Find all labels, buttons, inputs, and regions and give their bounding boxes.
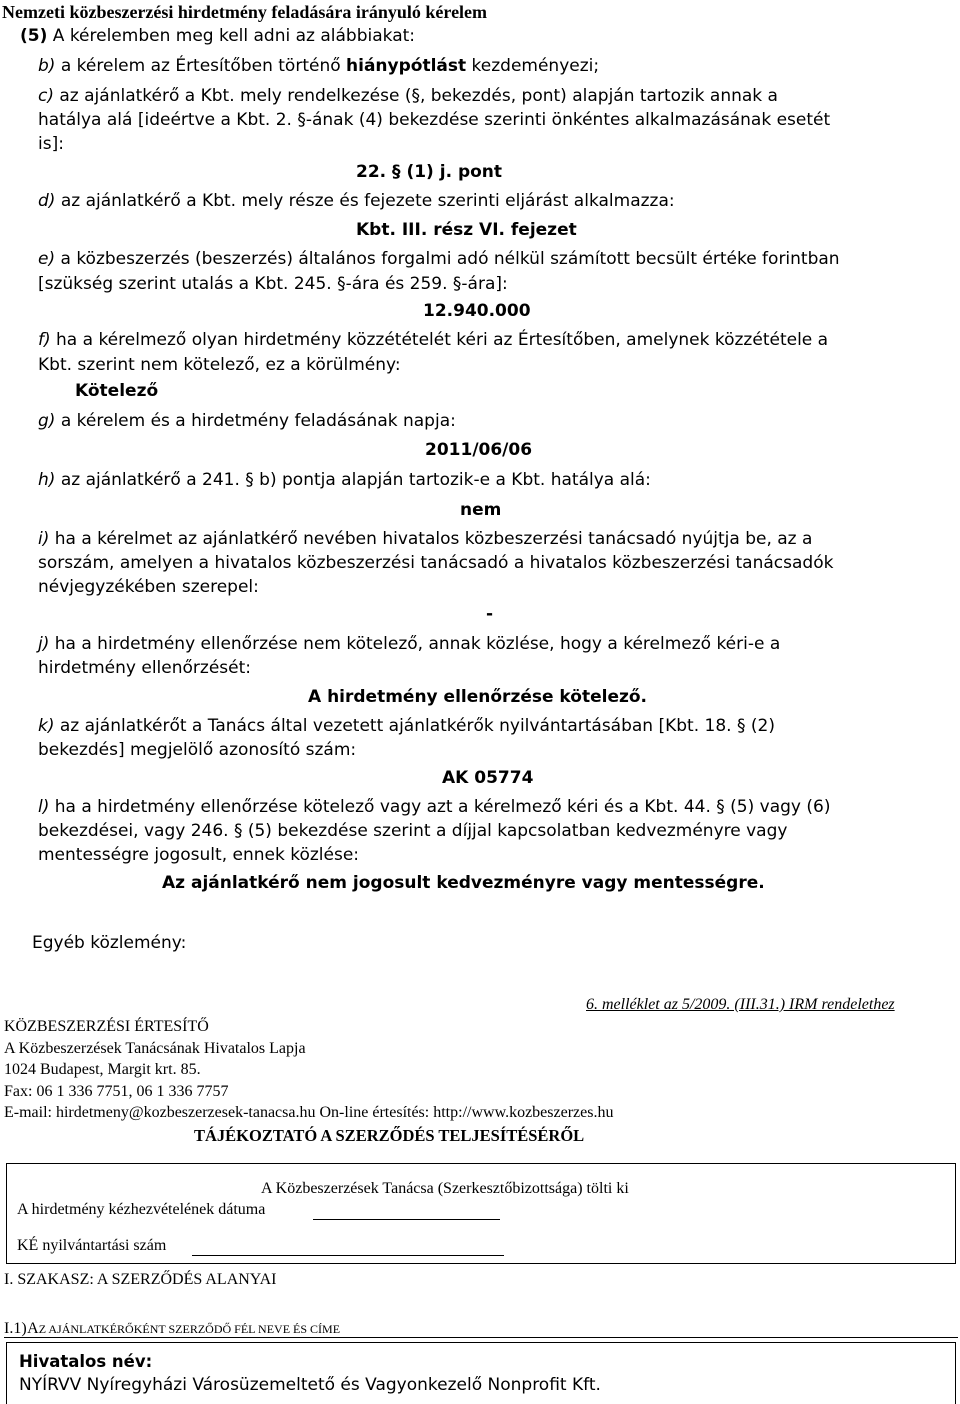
publisher-subtitle: A Közbeszerzések Tanácsának Hivatalos Lapja xyxy=(4,1040,306,1057)
page-header-title: Nemzeti közbeszerzési hirdetmény feladására irányuló kérelem xyxy=(2,2,488,22)
item-j-value: A hirdetmény ellenőrzése kötelező. xyxy=(308,687,648,707)
ke-number-field[interactable] xyxy=(192,1255,504,1256)
official-name-label: Hivatalos név: xyxy=(19,1352,153,1371)
item-d-label: d) xyxy=(38,191,56,211)
item-f-value: Kötelező xyxy=(75,381,159,401)
item-f-line1 xyxy=(38,330,828,350)
annex-text: . melléklet az 5/2009. (III.31.) IRM rendelethez xyxy=(594,996,895,1013)
editorial-box xyxy=(6,1163,956,1264)
item-l-line1 xyxy=(38,797,830,817)
item-d-value: Kbt. III. rész VI. fejezet xyxy=(356,220,577,240)
item-f-label: f) xyxy=(38,330,51,350)
other-notice-label: Egyéb közlemény: xyxy=(32,933,187,953)
item-d xyxy=(38,191,675,211)
official-name-value: NYÍRVV Nyíregyházi Városüzemeltető és Vagyonkezelő Nonprofit Kft. xyxy=(19,1375,601,1395)
item-b xyxy=(38,56,599,76)
item-f-line2: Kbt. szerint nem kötelező, ez a körülmény: xyxy=(38,355,401,375)
item-g-text: a kérelem és a hirdetmény feladásának napja: xyxy=(60,411,456,431)
item-j-text1: ha a hirdetmény ellenőrzése nem kötelező, annak közlése, hogy a kérelmező kéri-e a xyxy=(54,634,781,654)
publisher-contact: E-mail: hirdetmeny@kozbeszerzesek-tanacsa.hu On-line értesítés: http://www.kozbeszerzes.hu xyxy=(4,1104,614,1121)
item-j-line2: hirdetmény ellenőrzését: xyxy=(38,658,251,678)
item-i-line1 xyxy=(38,529,812,549)
item-b-text-pre: a kérelem az Értesítőben történő xyxy=(60,56,341,76)
item-k-label: k) xyxy=(38,716,55,736)
item-g-value: 2011/06/06 xyxy=(425,440,533,460)
item-k-line2: bekezdés] megjelölő azonosító szám: xyxy=(38,740,357,760)
subsection-initial: A xyxy=(27,1320,39,1337)
item-e-line2: [szükség szerint utalás a Kbt. 245. §-ára és 259. §-ára]: xyxy=(38,274,508,294)
annex-reference xyxy=(586,996,895,1014)
publisher-fax: Fax: 06 1 336 7751, 06 1 336 7757 xyxy=(4,1083,229,1100)
item-h xyxy=(38,470,651,490)
item-i-label: i) xyxy=(38,529,50,549)
subsection-1-1-heading xyxy=(4,1320,340,1338)
receipt-date-field[interactable] xyxy=(313,1219,500,1220)
subsection-title: Z AJÁNLATKÉRŐKÉNT SZERZŐDŐ FÉL NEVE ÉS CÍME xyxy=(38,1322,341,1336)
item-b-label: b) xyxy=(38,56,56,76)
item-d-text: az ajánlatkérő a Kbt. mely része és fejezete szerinti eljárást alkalmazza: xyxy=(60,191,675,211)
item-c-line1 xyxy=(38,86,778,106)
item-l-line2: bekezdései, vagy 246. § (5) bekezdése szerint a díjjal kapcsolatban kedvezményre vagy xyxy=(38,821,788,841)
editorial-fill-note: A Közbeszerzések Tanácsa (Szerkesztőbizottsága) tölti ki xyxy=(261,1180,629,1197)
item-f-text1: ha a kérelmező olyan hirdetmény közzétételét kéri az Értesítőben, amelynek közzététele a xyxy=(56,330,829,350)
form-title: TÁJÉKOZTATÓ A SZERZŐDÉS TELJESÍTÉSÉRŐL xyxy=(194,1126,585,1145)
item-k-value: AK 05774 xyxy=(442,768,534,788)
item-g-label: g) xyxy=(38,411,56,431)
subsection-number: I.1) xyxy=(4,1320,27,1337)
item-b-text-post: kezdeményezi; xyxy=(471,56,600,76)
ke-number-label: KÉ nyilvántartási szám xyxy=(17,1237,167,1254)
item-l-label: l) xyxy=(38,797,50,817)
item-c-text1: az ajánlatkérő a Kbt. mely rendelkezése (§, bekezdés, pont) alapján tartozik annak a xyxy=(59,86,778,106)
item-e-text1: a közbeszerzés (beszerzés) általános forgalmi adó nélkül számított becsült értéke forintban xyxy=(60,249,840,269)
annex-number: 6 xyxy=(586,996,594,1013)
item-i-line3: névjegyzékében szerepel: xyxy=(38,577,259,597)
section5-intro xyxy=(20,26,415,46)
section5-intro-text: A kérelemben meg kell adni az alábbiakat: xyxy=(52,26,416,46)
item-l-line3: mentességre jogosult, ennek közlése: xyxy=(38,845,360,865)
item-k-text1: az ajánlatkérőt a Tanács által vezetett ajánlatkérők nyilvántartásában [Kbt. 18. § (2) xyxy=(59,716,775,736)
item-h-value: nem xyxy=(460,500,502,520)
receipt-date-label: A hirdetmény kézhezvételének dátuma xyxy=(17,1201,266,1218)
item-c-label: c) xyxy=(38,86,54,106)
item-j-line1 xyxy=(38,634,780,654)
item-e-value: 12.940.000 xyxy=(423,301,531,321)
item-c-line3: is]: xyxy=(38,134,64,154)
item-h-text: az ajánlatkérő a 241. § b) pontja alapján tartozik-e a Kbt. hatálya alá: xyxy=(60,470,651,490)
item-c-value: 22. § (1) j. pont xyxy=(356,162,503,182)
item-e-line1 xyxy=(38,249,840,269)
item-g xyxy=(38,411,456,431)
item-l-text1: ha a hirdetmény ellenőrzése kötelező vagy azt a kérelmező kéri és a Kbt. 44. § (5) vagy (6) xyxy=(54,797,831,817)
item-e-label: e) xyxy=(38,249,56,269)
section-1-heading: I. SZAKASZ: A SZERZŐDÉS ALANYAI xyxy=(4,1271,277,1288)
item-i-text1: ha a kérelmet az ajánlatkérő nevében hivatalos közbeszerzési tanácsadó nyújtja be, az a xyxy=(54,529,813,549)
item-c-line2: hatálya alá [ideértve a Kbt. 2. §-ának (4) bekezdése szerinti önkéntes alkalmazásának esetét xyxy=(38,110,831,130)
item-i-line2: sorszám, amelyen a hivatalos közbeszerzési tanácsadó a hivatalos közbeszerzési tanácsadók xyxy=(38,553,834,573)
item-k-line1 xyxy=(38,716,775,736)
item-b-text-bold: hiánypótlást xyxy=(346,56,467,76)
item-h-label: h) xyxy=(38,470,56,490)
official-name-box xyxy=(6,1342,956,1404)
subsection-rule xyxy=(4,1337,958,1338)
item-i-value: - xyxy=(486,604,494,624)
publisher-name: KÖZBESZERZÉSI ÉRTESÍTŐ xyxy=(4,1018,209,1035)
item-l-value: Az ajánlatkérő nem jogosult kedvezményre vagy mentességre. xyxy=(162,873,765,893)
publisher-address: 1024 Budapest, Margit krt. 85. xyxy=(4,1061,201,1078)
section5-number: (5) xyxy=(20,26,48,46)
item-j-label: j) xyxy=(38,634,50,654)
